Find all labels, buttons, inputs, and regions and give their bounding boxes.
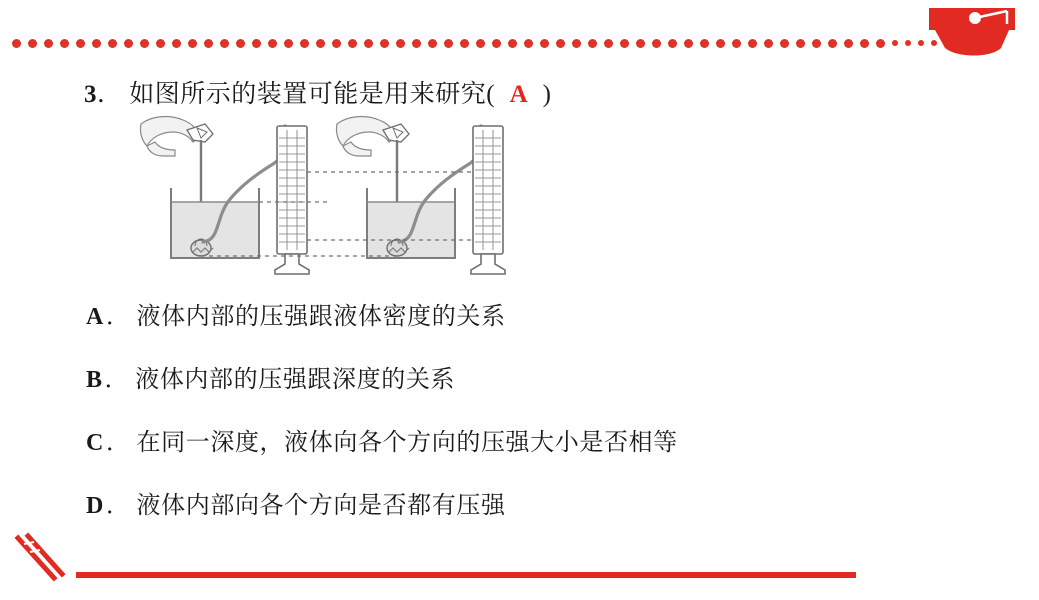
option-a-separator: ． <box>105 304 131 330</box>
divider-dot <box>764 39 773 48</box>
divider-dot <box>220 39 229 48</box>
divider-dot <box>876 39 885 48</box>
divider-dot <box>668 39 677 48</box>
divider-dot <box>252 39 261 48</box>
question-stem-close-paren: ) <box>542 81 552 108</box>
option-b-letter: B <box>86 367 103 393</box>
divider-dot <box>124 39 133 48</box>
divider-dot <box>556 39 565 48</box>
option-d-separator: ． <box>105 493 131 519</box>
option-b[interactable] <box>86 359 946 394</box>
option-a-letter: A <box>86 304 104 330</box>
divider-dot <box>268 39 277 48</box>
crossed-pencils-icon <box>8 532 68 592</box>
bottom-red-rule <box>76 572 856 578</box>
option-c-separator: ． <box>105 430 131 456</box>
experiment-figure <box>135 112 530 284</box>
divider-dot <box>476 39 485 48</box>
divider-dot <box>652 39 661 48</box>
divider-dot <box>860 39 869 48</box>
apparatus-right <box>336 117 505 274</box>
question-number: 3 <box>84 81 97 108</box>
divider-dot <box>396 39 405 48</box>
divider-dot <box>732 39 741 48</box>
divider-dot <box>140 39 149 48</box>
divider-dot <box>620 39 629 48</box>
divider-dot <box>76 39 85 48</box>
divider-dot <box>412 39 421 48</box>
apparatus-left <box>140 117 309 274</box>
divider-dot <box>12 39 21 48</box>
divider-dot <box>572 39 581 48</box>
divider-dot <box>748 39 757 48</box>
divider-dot <box>524 39 533 48</box>
option-c-letter: C <box>86 430 104 456</box>
divider-dot <box>460 39 469 48</box>
question-stem <box>84 74 551 110</box>
divider-dot <box>604 39 613 48</box>
divider-dot <box>428 39 437 48</box>
divider-dot <box>492 39 501 48</box>
divider-dot <box>284 39 293 48</box>
answer-blank[interactable]: A <box>509 81 529 108</box>
divider-dot <box>812 39 821 48</box>
divider-dot <box>172 39 181 48</box>
divider-dot <box>844 39 853 48</box>
divider-dot <box>905 40 911 46</box>
option-b-text: 液体内部的压强跟深度的关系 <box>135 367 456 393</box>
divider-dot <box>60 39 69 48</box>
divider-dot <box>700 39 709 48</box>
divider-dot <box>540 39 549 48</box>
divider-dot <box>636 39 645 48</box>
divider-dot <box>796 39 805 48</box>
option-a[interactable] <box>86 296 946 331</box>
divider-dot <box>780 39 789 48</box>
divider-dot <box>204 39 213 48</box>
question-number-separator: ． <box>97 81 123 108</box>
divider-dot <box>684 39 693 48</box>
divider-dot <box>44 39 53 48</box>
option-d[interactable] <box>86 485 946 520</box>
option-d-text: 液体内部向各个方向是否都有压强 <box>136 493 506 519</box>
option-c-text: 在同一深度，液体向各个方向的压强大小是否相等 <box>136 430 678 456</box>
option-c[interactable] <box>86 422 946 457</box>
top-dotted-divider <box>12 36 942 50</box>
graduation-cap-icon <box>921 2 1017 58</box>
question-stem-text: 如图所示的装置可能是用来研究( <box>129 81 496 108</box>
divider-dot <box>716 39 725 48</box>
divider-dot <box>108 39 117 48</box>
divider-dot <box>236 39 245 48</box>
option-b-separator: ． <box>104 367 130 393</box>
options-list <box>86 296 946 548</box>
divider-dot <box>828 39 837 48</box>
divider-dot <box>300 39 309 48</box>
divider-dot <box>316 39 325 48</box>
divider-dot <box>508 39 517 48</box>
option-a-text: 液体内部的压强跟液体密度的关系 <box>136 304 506 330</box>
divider-dot <box>156 39 165 48</box>
option-d-letter: D <box>86 493 104 519</box>
divider-dot <box>28 39 37 48</box>
divider-dot <box>332 39 341 48</box>
divider-dot <box>892 40 898 46</box>
divider-dot <box>92 39 101 48</box>
divider-dot <box>348 39 357 48</box>
divider-dot <box>364 39 373 48</box>
divider-dot <box>444 39 453 48</box>
divider-dot <box>188 39 197 48</box>
divider-dot <box>588 39 597 48</box>
divider-dot <box>380 39 389 48</box>
